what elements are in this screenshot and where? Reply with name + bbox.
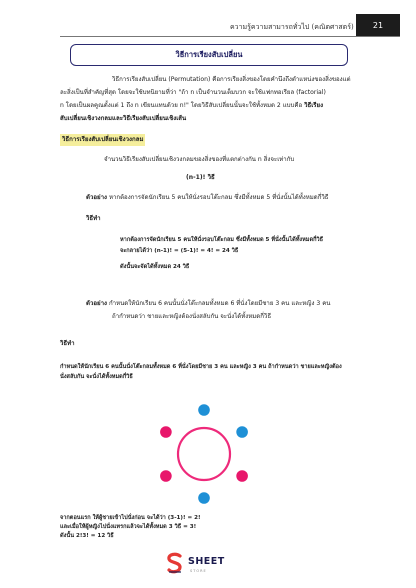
calc-line-1: จากตอนแรก ให้ผู้ชายเข้าไปนั่งก่อน จะได้ว่า (3-1)! = 2! [60, 515, 201, 521]
example-1-label: ตัวอย่าง [86, 194, 108, 201]
round-table [178, 428, 230, 480]
example-1 [86, 192, 329, 204]
example-1-solution-line-3: ดังนั้นจะจัดได้ทั้งหมด 24 วิธี [120, 264, 190, 270]
intro-line-4: สับเปลี่ยนเชิงวงกลมและวิธีเรียงสับเปลี่ยนเชิงเส้น [60, 115, 187, 122]
example-2-line-1: กำหนดให้นักเรียน 6 คนนั้นนั่งโต๊ะกลมทั้งหมด 6 ที่นั่งโดยมีชาย 3 คน และหญิง 3 คน [108, 300, 331, 307]
intro-line-3-bold: วิธีเรียง [304, 102, 324, 109]
section-heading: วิธีการเรียงสับเปลี่ยนเชิงวงกลม [60, 134, 145, 146]
seat-3 [236, 470, 248, 482]
seat-6 [160, 426, 172, 438]
sheet-store-logo-icon [166, 553, 184, 575]
calc-line-3: ดังนั้น 2!3! = 12 วิธี [60, 533, 114, 539]
seat-4 [198, 492, 210, 504]
example-1-solution-line-1: หากต้องการจัดนักเรียน 5 คนให้นั่งรอบโต๊ะกลม ซึ่งมีทั้งหมด 5 ที่นั่งนั้นได้ทั้งหมดกี่วิธี [120, 237, 324, 243]
example-2-line-2: ถ้ากำหนดว่า ชายและหญิงต้องนั่งสลับกัน จะนั่งได้ทั้งหมดกี่วิธี [112, 313, 272, 320]
formula: (n-1)! วิธี [186, 174, 215, 181]
brand-name: SHEET [188, 556, 225, 567]
example-2-label: ตัวอย่าง [86, 300, 108, 307]
section-description: จำนวนวิธีเรียงสับเปลี่ยนเชิงวงกลมของสิ่งของที่แตกต่างกัน n สิ่งจะเท่ากับ [104, 156, 295, 163]
page-number: 21 [356, 14, 400, 36]
intro-line-2: ละสิ่งเป็นที่สำคัญที่สุด โดยจะใช้บทนิยามที่ว่า "ถ้า n เป็นจำนวนเต็มบวก จะใช้แฟกทอเรียล (factorial) [60, 89, 326, 96]
header-text: ความรู้ความสามารถทั่วไป (คณิตศาสตร์) [230, 23, 354, 31]
example-1-solution-line-2: จะกลายได้ว่า (n-1)! = (5-1)! = 4! = 24 วิธี [120, 248, 239, 254]
header-divider [60, 36, 400, 37]
example-1-text: หากต้องการจัดนักเรียน 5 คนให้นั่งรอบโต๊ะกลม ซึ่งมีทั้งหมด 5 ที่นั่งนั้นได้ทั้งหมดกี่วิธี [108, 194, 329, 201]
seat-5 [160, 470, 172, 482]
page-title: วิธีการเรียงสับเปลี่ยน [70, 44, 348, 66]
intro-line-3-text: n โดยเป็นผลคูณตั้งแต่ 1 ถึง n เขียนแทนด้วย n!" โดยวิธีสับเปลี่ยนนั้นจะใช้ทั้งหมด 2 แบบคือ [60, 102, 303, 109]
intro-line-3 [60, 100, 323, 112]
round-table-diagram [150, 400, 258, 508]
example-2-solution-label: วิธีทำ [60, 340, 75, 347]
example-1-solution-label: วิธีทำ [86, 215, 101, 222]
seat-1 [198, 404, 210, 416]
example-2-solution-line-2: นั่งสลับกัน จะนั่งได้ทั้งหมดกี่วิธี [60, 374, 133, 380]
brand-sub: STORE [190, 569, 207, 573]
calc-line-2: และเมื่อให้ผู้หญิงไปนั่งแทรกแล้วจะได้ทั้งหมด 3 วิธี = 3! [60, 524, 197, 530]
intro-line-1: วิธีการเรียงสับเปลี่ยน (Permutation) คือการเรียงสิ่งของโดยคำนึงถึงตำแหน่งของสิ่งของแต่ [112, 76, 351, 83]
example-2-solution-line-1: กำหนดให้นักเรียน 6 คนนั้นนั่งโต๊ะกลมทั้งหมด 6 ที่นั่งโดยมีชาย 3 คน และหญิง 3 คน ถ้ากำหนดว่า ชายและหญิงต้อง [60, 364, 342, 370]
example-2 [86, 298, 330, 310]
seat-2 [236, 426, 248, 438]
